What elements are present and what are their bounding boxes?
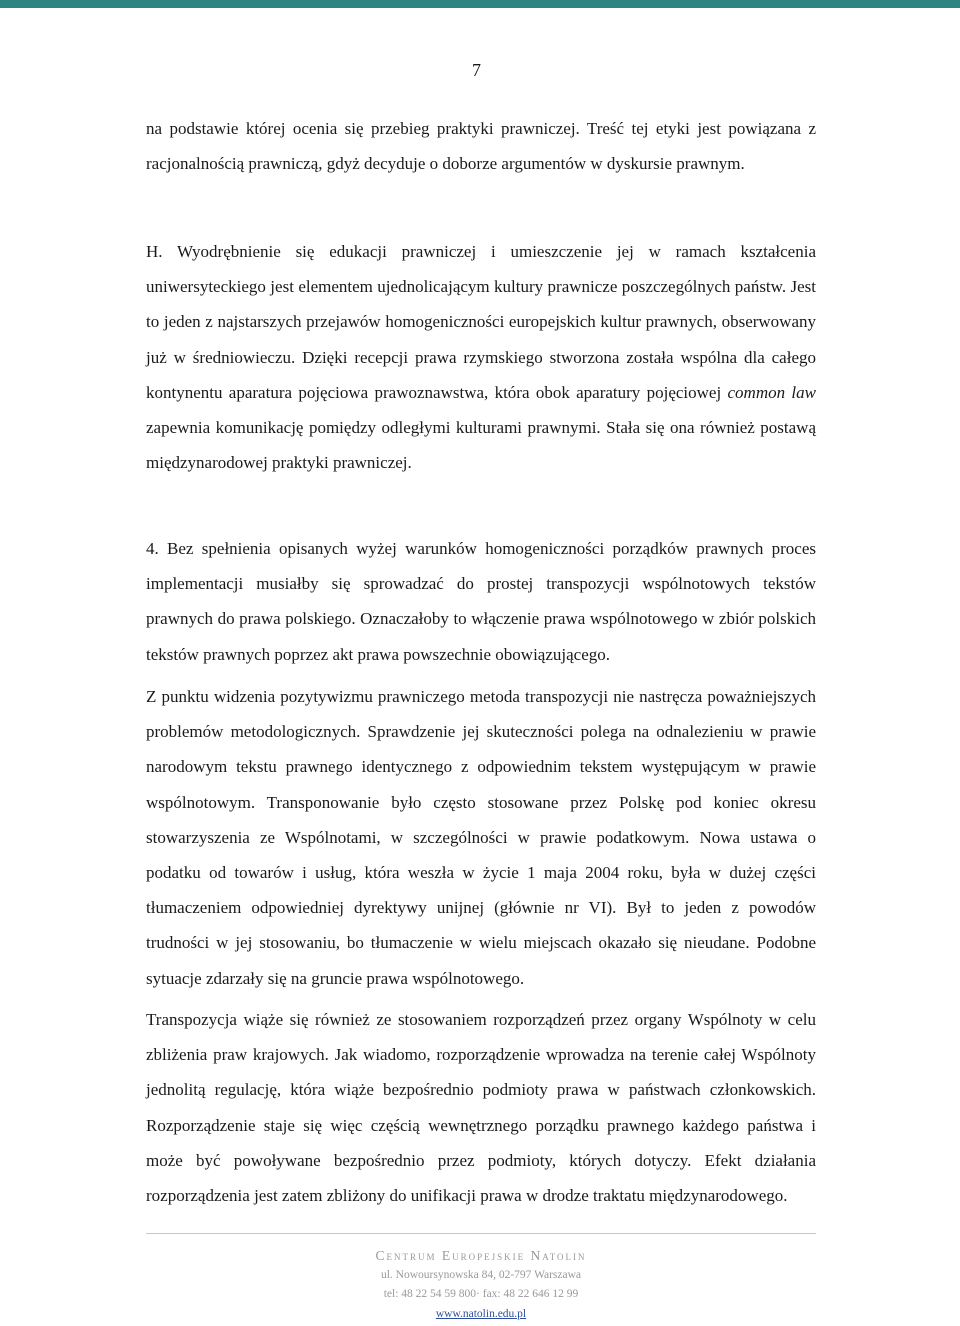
footer bbox=[146, 1246, 816, 1324]
paragraph-point-4 bbox=[146, 531, 816, 672]
page-number: 7 bbox=[472, 60, 481, 80]
paragraph-text: na podstawie której ocenia się przebieg praktyki prawniczej. Treść tej etyki jest powiązana z racjonalnością prawniczą, gdyż decyduje o doborze argumentów w dyskursie prawnym. bbox=[146, 119, 816, 174]
text-run: H. Wyodrębnienie się edukacji prawniczej i umieszczenie jej w ramach kształcenia uniwersyteckiego jest elementem ujednolicającym kultury prawnicze poszczególnych państw. Jest to jeden z najstarszych przejawów homogeniczności europejskich kultur prawnych, obserwowany już w średniowieczu. Dzięki recepcji prawa rzymskiego stworzona została wspólna dla całego kontynentu aparatura pojęciowa prawoznawstwa, która obok aparatury pojęciowej bbox=[146, 242, 816, 402]
paragraph-text: Z punktu widzenia pozytywizmu prawniczego metoda transpozycji nie nastręcza poważniejszych problemów metodologicznych. Sprawdzenie jej skuteczności polega na odnalezieniu w prawie narodowym tekstu prawnego identycznego z odpowiednim tekstem występującym w prawie wspólnotowym. Transponowanie było często stosowane przez Polskę pod koniec okresu stowarzyszenia ze Wspólnotami, w szczególności w prawie podatkowym. Nowa ustawa o podatku od towarów i usług, która weszła w życie 1 maja 2004 roku, była w dużej części tłumaczeniem odpowiedniej dyrektywy unijnej (głównie nr VI). Był to jeden z powodów trudności w jej stosowaniu, bo tłumaczenie w wielu miejscach okazało się nieudane. Podobne sytuacje zdarzały się na gruncie prawa wspólnotowego. bbox=[146, 687, 816, 988]
paragraph-text: 4. Bez spełnienia opisanych wyżej warunków homogeniczności porządków prawnych proces implementacji musiałby się sprowadzać do prostej transpozycji wspólnotowych tekstów prawnych do prawa polskiego. Oznaczałoby to włączenie prawa wspólnotowego w zbiór polskich tekstów prawnych poprzez akt prawa powszechnie obowiązującego. bbox=[146, 539, 816, 664]
paragraph-ethics bbox=[146, 111, 816, 181]
footer-website-link[interactable]: www.natolin.edu.pl bbox=[435, 1307, 527, 1320]
footer-organization: Centrum Europejskie Natolin bbox=[375, 1248, 587, 1263]
paragraph-positivism bbox=[146, 679, 816, 996]
text-run: zapewnia komunikację pomiędzy odległymi kulturami prawnymi. Stała się ona również postawą międzynarodowej praktyki prawniczej. bbox=[146, 418, 816, 473]
paragraph-legal-education bbox=[146, 234, 816, 480]
italic-term: common law bbox=[727, 382, 816, 402]
top-accent-bar bbox=[0, 0, 960, 8]
footer-divider bbox=[146, 1233, 816, 1234]
paragraph-text: Transpozycja wiąże się również ze stosowaniem rozporządzeń przez organy Wspólnoty w celu zbliżenia praw krajowych. Jak wiadomo, rozporządzenie wprowadza na terenie całej Wspólnoty jednolitą regulację, która wiąże bezpośrednio podmioty prawa w państwach członkowskich. Rozporządzenie staje się więc częścią wewnętrznego porządku prawnego każdego państwa i może być powoływane bezpośrednio przez podmioty, których dotyczy. Efekt działania rozporządzenia jest zatem zbliżony do unifikacji prawa w drodze traktatu międzynarodowego. bbox=[146, 1010, 816, 1206]
footer-contact: tel: 48 22 54 59 800· fax: 48 22 646 12 99 bbox=[383, 1288, 579, 1300]
paragraph-transposition bbox=[146, 1002, 816, 1213]
footer-address: ul. Nowoursynowska 84, 02-797 Warszawa bbox=[380, 1268, 582, 1281]
paragraph-text bbox=[146, 234, 816, 480]
